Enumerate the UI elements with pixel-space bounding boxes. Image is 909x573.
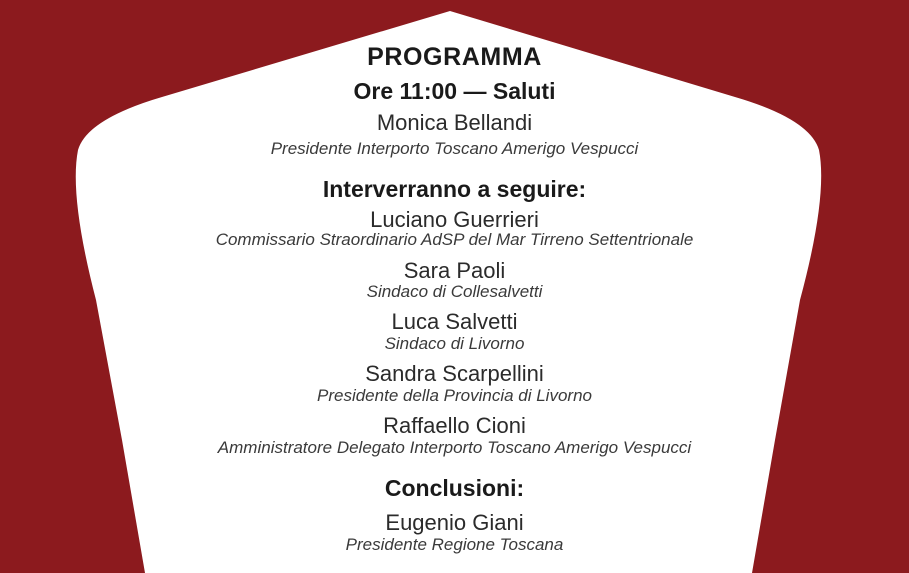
speaker-role-paoli: Sindaco di Collesalvetti [366, 282, 543, 301]
section-heading-conclusioni: Conclusioni: [384, 475, 525, 501]
section-heading-interverranno: Interverranno a seguire: [322, 176, 587, 202]
speaker-name-paoli: Sara Paoli [403, 258, 506, 283]
speaker-name-scarpellini: Sandra Scarpellini [365, 361, 544, 386]
speaker-role-salvetti: Sindaco di Livorno [384, 334, 525, 353]
speaker-name-giani: Eugenio Giani [385, 510, 524, 535]
speaker-role-guerrieri: Commissario Straordinario AdSP del Mar Tirreno Settentrionale [215, 230, 694, 249]
speaker-name-guerrieri: Luciano Guerrieri [370, 207, 539, 232]
speaker-name-cioni: Raffaello Cioni [383, 413, 526, 438]
speaker-role-bellandi: Presidente Interporto Toscano Amerigo Vespucci [270, 139, 639, 158]
section-heading-saluti: Ore 11:00 — Saluti [353, 78, 556, 104]
speaker-name-salvetti: Luca Salvetti [391, 309, 518, 334]
page-title: PROGRAMMA [367, 43, 542, 71]
speaker-role-scarpellini: Presidente della Provincia di Livorno [317, 386, 592, 405]
speaker-role-giani: Presidente Regione Toscana [345, 535, 564, 554]
speaker-name-bellandi: Monica Bellandi [376, 110, 533, 135]
speaker-role-cioni: Amministratore Delegato Interporto Toscano Amerigo Vespucci [217, 438, 692, 457]
